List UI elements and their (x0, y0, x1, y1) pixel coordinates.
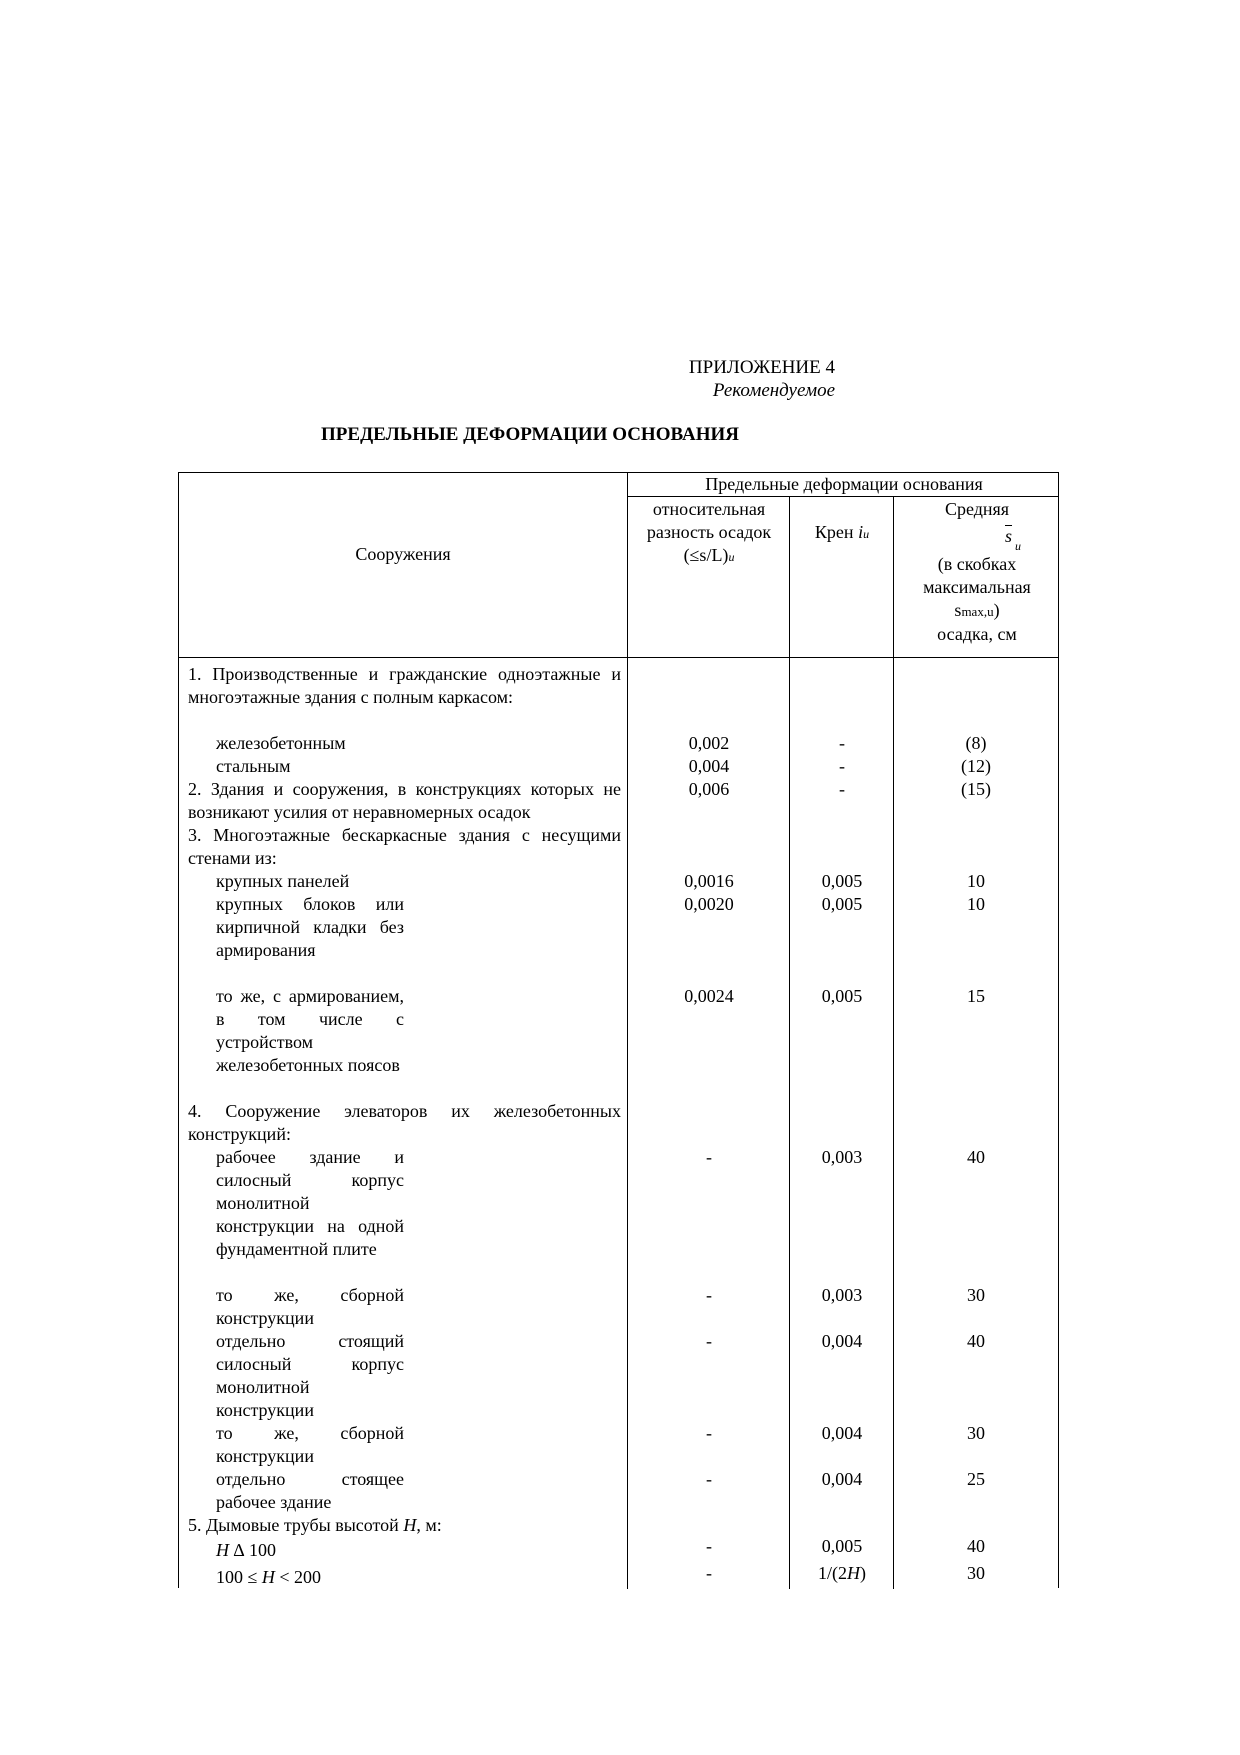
tilt-value: 0,005 (821, 986, 863, 1006)
row-text: 3. Многоэтажные бескаркасные здания с несущими стенами из: (188, 825, 621, 868)
settlement-value: 15 (967, 986, 985, 1006)
relative-settlement-value: 0,0016 (684, 871, 734, 891)
appendix-status: Рекомендуемое (712, 380, 835, 401)
row-text: 1. Производственные и гражданские одноэтажные и многоэтажные здания с полным каркасом: (188, 664, 621, 707)
relative-settlement-value: - (706, 1147, 712, 1167)
tilt-value: 0,004 (821, 1469, 863, 1489)
row-text: H ∆ 100 (216, 1540, 277, 1560)
tilt-value: 0,004 (821, 1331, 863, 1351)
appendix-number: ПРИЛОЖЕНИЕ 4 (688, 357, 835, 378)
row-text: отдельно стоящий силосный корпус монолитной конструкции (216, 1331, 404, 1420)
row-text: 5. Дымовые трубы высотой H, м: (188, 1515, 442, 1535)
row-text: то же, сборной конструкции (216, 1285, 404, 1328)
relative-settlement-value: - (706, 1563, 712, 1583)
row-text: рабочее здание и силосный корпус монолитной конструкции на одной фундаментной плите (216, 1147, 404, 1259)
grid-line (627, 496, 1059, 497)
settlement-value: 10 (967, 871, 985, 891)
relative-settlement-value: - (706, 1423, 712, 1443)
grid-line (179, 657, 1059, 658)
settlement-value: 40 (967, 1331, 985, 1351)
settlement-value: 30 (967, 1423, 985, 1443)
relative-settlement-value: - (706, 1536, 712, 1556)
header-tilt: Крен iu (814, 522, 870, 542)
header-average-settlement: Средняя $\overline{s}$ u (в скобках максимальная smax,u) осадка, см (923, 499, 1031, 644)
row-text: то же, с армированием, в том числе с устройством железобетонных поясов (216, 986, 404, 1075)
settlement-value: (15) (961, 779, 991, 799)
settlement-value: 10 (967, 894, 985, 914)
tilt-value: - (839, 756, 845, 776)
tilt-value: - (839, 733, 845, 753)
document-title: ПРЕДЕЛЬНЫЕ ДЕФОРМАЦИИ ОСНОВАНИЯ (321, 424, 739, 445)
row-text: стальным (216, 756, 291, 776)
settlement-value: 40 (967, 1147, 985, 1167)
s-bar-symbol: $\overline{s}$ (1005, 526, 1013, 546)
row-text: 100 ≤ H < 200 (216, 1567, 322, 1587)
tilt-value: 0,004 (821, 1423, 863, 1443)
relative-settlement-value: 0,004 (688, 756, 730, 776)
row-text: крупных панелей (216, 871, 350, 891)
settlement-value: 40 (967, 1536, 985, 1556)
row-text: отдельно стоящее рабочее здание (216, 1469, 404, 1512)
relative-settlement-value: 0,002 (688, 733, 730, 753)
header-structures: Сооружения (355, 544, 451, 564)
grid-line (789, 497, 790, 1589)
tilt-value: 0,005 (821, 871, 863, 891)
row-text: железобетонным (216, 733, 346, 753)
tilt-value: - (839, 779, 845, 799)
settlement-value: (12) (961, 756, 991, 776)
row-text: крупных блоков или кирпичной кладки без армирования (216, 894, 404, 960)
tilt-value: 0,005 (821, 894, 863, 914)
relative-settlement-value: - (706, 1469, 712, 1489)
settlement-value: (8) (965, 733, 987, 753)
tilt-value: 1/(2H) (818, 1563, 866, 1583)
relative-settlement-value: 0,006 (688, 779, 730, 799)
relative-settlement-value: 0,0020 (684, 894, 734, 914)
grid-line (627, 473, 628, 1589)
relative-settlement-value: - (706, 1331, 712, 1351)
settlement-value: 30 (967, 1563, 985, 1583)
relative-settlement-value: 0,0024 (684, 986, 734, 1006)
tilt-value: 0,005 (821, 1536, 863, 1556)
grid-line (893, 497, 894, 1589)
row-text: то же, сборной конструкции (216, 1423, 404, 1466)
settlement-value: 30 (967, 1285, 985, 1305)
row-text: 4. Сооружение элеваторов их железобетонных конструкций: (188, 1101, 621, 1144)
header-relative-settlement: относительная разность осадок (≤s/L)u (646, 499, 772, 565)
tilt-value: 0,003 (821, 1285, 863, 1305)
row-text: 2. Здания и сооружения, в конструкциях которых не возникают усилия от неравномерных осадок (188, 779, 621, 822)
settlement-value: 25 (967, 1469, 985, 1489)
relative-settlement-value: - (706, 1285, 712, 1305)
deformations-table (178, 472, 1059, 1588)
header-group: Предельные деформации основания (705, 474, 983, 494)
tilt-value: 0,003 (821, 1147, 863, 1167)
